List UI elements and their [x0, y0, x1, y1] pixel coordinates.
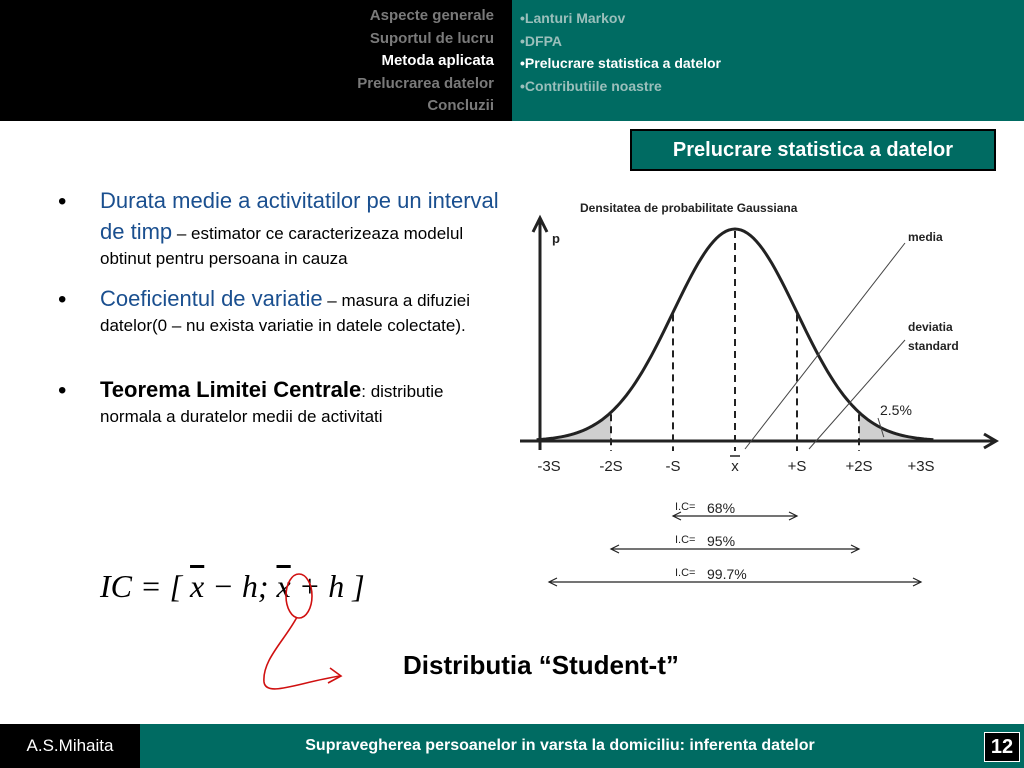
formula-minus: − h;	[204, 568, 277, 604]
formula-eq: = [	[132, 568, 191, 604]
annotation-mean-pointer	[745, 243, 905, 449]
bullet-highlight: Durata medie a activitatilor pe un interval de timp	[100, 188, 499, 244]
formula-mean-1: $\overline{x}$	[190, 568, 205, 604]
subsection-nav-item[interactable]: •DFPA	[520, 32, 562, 49]
section-nav-item[interactable]: Suportul de lucru	[369, 29, 494, 47]
bullet-highlight: Coeficientul de variatie	[100, 286, 323, 311]
annotation-tail-percent: 2.5%	[880, 402, 912, 418]
bullet-bold-suffix: :	[361, 382, 366, 401]
footer	[0, 724, 1024, 768]
annotation-mean: media	[908, 230, 943, 244]
section-nav-list	[357, 5, 494, 118]
annotation-std-line2: standard	[908, 339, 959, 353]
confidence-interval-formula	[100, 568, 365, 605]
section-title-badge: Prelucrare statistica a datelor	[630, 129, 996, 171]
left-tail-shading	[537, 412, 611, 441]
annotation-std-line1: deviatia	[908, 320, 953, 334]
bullet-text: distributie normala a duratelor medii de activitati	[100, 382, 444, 426]
x-tick-label: -2S	[599, 458, 623, 475]
bullet-marker: •	[58, 286, 67, 313]
y-axis-label: p	[552, 231, 560, 246]
section-nav	[0, 0, 512, 121]
formula-lhs: IC	[100, 568, 132, 604]
bullet-list	[58, 185, 503, 441]
page-number	[980, 724, 1024, 768]
x-tick-label: +S	[787, 458, 807, 475]
bullet-marker: •	[58, 188, 67, 215]
section-nav-item[interactable]: Metoda aplicata	[381, 52, 494, 69]
interval-label: I.C=	[675, 501, 696, 513]
annotation-arrow	[264, 617, 340, 689]
interval-value: 95%	[707, 533, 736, 549]
figure-title: Densitatea de probabilitate Gaussiana	[580, 201, 798, 215]
subsection-nav-item[interactable]: •Contributiile noastre	[520, 77, 662, 94]
bullet-item	[58, 374, 503, 429]
x-tick-label: x	[731, 458, 739, 475]
annotation-arrowhead	[328, 668, 341, 683]
x-tick-label: -3S	[537, 458, 561, 475]
subsection-nav-item[interactable]: •Prelucrare statistica a datelor	[520, 55, 721, 71]
student-t-heading: Distributia “Student-t”	[403, 650, 679, 680]
x-tick-label: +3S	[907, 458, 935, 475]
section-nav-item[interactable]: Aspecte generale	[369, 7, 494, 24]
formula-mean-2: $\overline{x}$	[276, 568, 291, 604]
bullet-item	[58, 185, 503, 271]
interval-label: I.C=	[675, 567, 696, 579]
bullet-bold-term: Teorema Limitei Centrale	[100, 377, 362, 402]
subsection-nav-list	[520, 7, 721, 97]
subsection-nav	[512, 0, 1024, 121]
footer-author: A.S.Mihaita	[0, 724, 140, 768]
interval-label: I.C=	[675, 534, 696, 546]
footer-title: Supravegherea persoanelor in varsta la domiciliu: inferenta datelor	[140, 724, 980, 768]
interval-value: 68%	[707, 500, 736, 516]
x-tick-label: +2S	[845, 458, 873, 475]
x-tick-label: -S	[665, 458, 681, 475]
section-nav-item[interactable]: Concluzii	[427, 97, 494, 114]
section-nav-item[interactable]: Prelucrarea datelor	[357, 74, 494, 92]
gaussian-density-figure	[500, 180, 1000, 590]
bullet-marker: •	[58, 377, 67, 404]
page-number-label: 12	[984, 732, 1020, 762]
bullet-item	[58, 283, 503, 338]
bullet-text: – masura a difuziei datelor(0 – nu exista variatie in datele colectate).	[100, 291, 470, 335]
interval-value: 99.7%	[707, 566, 747, 582]
subsection-nav-item[interactable]: •Lanturi Markov	[520, 10, 626, 26]
bullet-text: – estimator ce caracterizeaza modelul obtinut pentru persoana in cauza	[100, 224, 464, 268]
formula-plus: + h ]	[290, 568, 365, 604]
